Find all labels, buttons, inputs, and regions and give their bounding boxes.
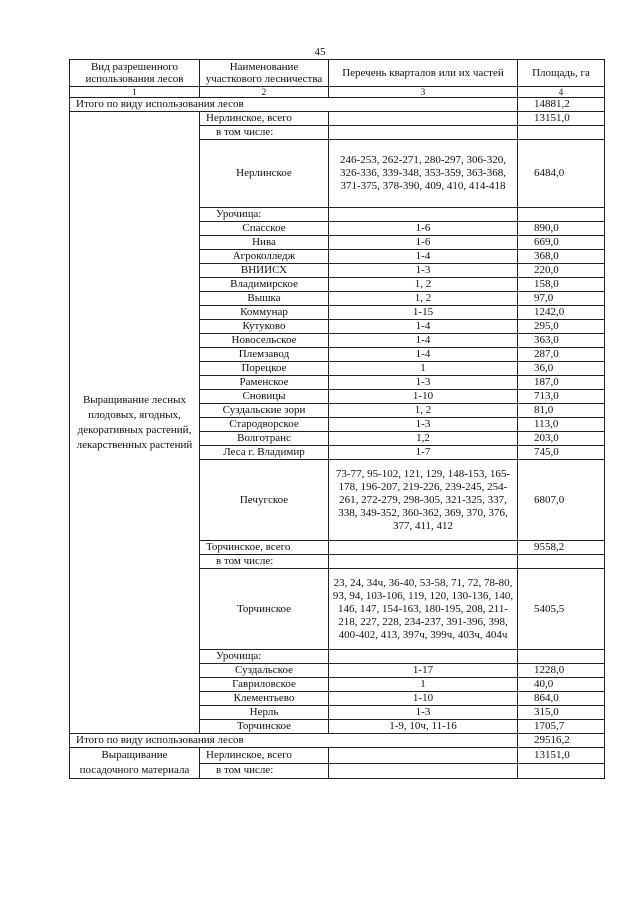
quarters-cell: 1-4 [329, 334, 518, 348]
quarters-cell: 73-77, 95-102, 121, 129, 148-153, 165-178, 196-207, 219-226, 239-245, 254-261, 272-279, 298-305, 321-325, 337, 338, 349-352, 360-362, 369, 370, 376, 377, 411, 412 [329, 460, 518, 541]
quarters-cell [329, 112, 518, 126]
forestry-name-cell: Стародворское [200, 418, 329, 432]
total-value: 29516,2 [518, 734, 605, 748]
quarters-cell: 1, 2 [329, 404, 518, 418]
quarters-cell: 1-17 [329, 664, 518, 678]
area-cell: 13151,0 [518, 748, 605, 764]
forestry-name-cell: Торчинское [200, 569, 329, 650]
forestry-name-cell: Агроколледж [200, 250, 329, 264]
area-cell: 368,0 [518, 250, 605, 264]
header-area: Площадь, га [518, 60, 605, 87]
area-cell [518, 126, 605, 140]
forestry-name-cell: Печугское [200, 460, 329, 541]
forestry-name-cell: Суздальские зори [200, 404, 329, 418]
table-row [70, 748, 605, 764]
forestry-name-cell: Суздальское [200, 664, 329, 678]
area-cell: 220,0 [518, 264, 605, 278]
table-row [70, 112, 605, 126]
area-cell: 13151,0 [518, 112, 605, 126]
total-label: Итого по виду использования лесов [70, 98, 518, 112]
quarters-cell [329, 541, 518, 555]
quarters-cell: 1-3 [329, 418, 518, 432]
area-cell: 97,0 [518, 292, 605, 306]
area-cell: 1705,7 [518, 720, 605, 734]
forestry-name-cell: Торчинское, всего [200, 541, 329, 555]
forestry-name-cell: Вышка [200, 292, 329, 306]
area-cell: 669,0 [518, 236, 605, 250]
area-cell: 1228,0 [518, 664, 605, 678]
forestry-name-cell: ВНИИСХ [200, 264, 329, 278]
forestry-name-cell: Волготранс [200, 432, 329, 446]
quarters-cell: 1-9, 10ч, 11-16 [329, 720, 518, 734]
quarters-cell: 1, 2 [329, 292, 518, 306]
forestry-name-cell: Владимирское [200, 278, 329, 292]
quarters-cell: 1,2 [329, 432, 518, 446]
header-row [70, 60, 605, 87]
quarters-cell [329, 555, 518, 569]
use-type-cell: Выращивание посадочного материала [70, 748, 200, 779]
quarters-cell [329, 748, 518, 764]
forestry-name-cell: в том числе: [200, 763, 329, 779]
forestry-name-cell: Нерлинское, всего [200, 112, 329, 126]
quarters-cell: 1-3 [329, 376, 518, 390]
area-cell: 287,0 [518, 348, 605, 362]
area-cell: 295,0 [518, 320, 605, 334]
quarters-cell [329, 650, 518, 664]
header-quarters: Перечень кварталов или их частей [329, 60, 518, 87]
area-cell: 6807,0 [518, 460, 605, 541]
area-cell: 1242,0 [518, 306, 605, 320]
area-cell: 113,0 [518, 418, 605, 432]
quarters-cell: 1-4 [329, 250, 518, 264]
quarters-cell: 1-10 [329, 390, 518, 404]
quarters-cell [329, 126, 518, 140]
forestry-name-cell: Племзавод [200, 348, 329, 362]
quarters-cell: 1-3 [329, 264, 518, 278]
area-cell: 713,0 [518, 390, 605, 404]
quarters-cell: 1-6 [329, 222, 518, 236]
area-cell: 40,0 [518, 678, 605, 692]
forestry-name-cell: Леса г. Владимир [200, 446, 329, 460]
area-cell: 81,0 [518, 404, 605, 418]
forestry-name-cell: Клементьево [200, 692, 329, 706]
total-label: Итого по виду использования лесов [70, 734, 518, 748]
quarters-cell: 1-7 [329, 446, 518, 460]
column-number: 4 [518, 87, 605, 98]
quarters-cell: 1-3 [329, 706, 518, 720]
column-number: 1 [70, 87, 200, 98]
column-number: 3 [329, 87, 518, 98]
area-cell: 187,0 [518, 376, 605, 390]
forestry-name-cell: Кутуково [200, 320, 329, 334]
forestry-name-cell: Нерлинское, всего [200, 748, 329, 764]
quarters-cell: 1-4 [329, 320, 518, 334]
forestry-name-cell: в том числе: [200, 555, 329, 569]
total-row [70, 98, 605, 112]
area-cell: 6484,0 [518, 140, 605, 208]
forestry-name-cell: Новосельское [200, 334, 329, 348]
forestry-name-cell: Нерль [200, 706, 329, 720]
area-cell: 363,0 [518, 334, 605, 348]
total-row [70, 734, 605, 748]
quarters-cell: 1-6 [329, 236, 518, 250]
quarters-cell: 23, 24, 34ч, 36-40, 53-58, 71, 72, 78-80, 93, 94, 103-106, 119, 120, 130-136, 140, 146, 147, 154-163, 180-195, 208, 211-218, 227, 228, 234-237, 391-396, 398, 400-402, 413, 397ч, 399ч, 403ч, 404ч [329, 569, 518, 650]
quarters-cell: 1-15 [329, 306, 518, 320]
column-number: 2 [200, 87, 329, 98]
quarters-cell [329, 208, 518, 222]
area-cell [518, 208, 605, 222]
area-cell: 158,0 [518, 278, 605, 292]
forestry-name-cell: Коммунар [200, 306, 329, 320]
area-cell: 203,0 [518, 432, 605, 446]
header-forestry-name: Наименование участкового лесничества [200, 60, 329, 87]
area-cell: 864,0 [518, 692, 605, 706]
quarters-cell: 1-4 [329, 348, 518, 362]
area-cell [518, 555, 605, 569]
forestry-name-cell: Гавриловское [200, 678, 329, 692]
quarters-cell: 1 [329, 678, 518, 692]
area-cell [518, 763, 605, 779]
quarters-cell: 1-10 [329, 692, 518, 706]
forestry-name-cell: Нива [200, 236, 329, 250]
quarters-cell [329, 763, 518, 779]
area-cell: 890,0 [518, 222, 605, 236]
area-cell: 315,0 [518, 706, 605, 720]
forestry-name-cell: Урочища: [200, 650, 329, 664]
forestry-name-cell: Урочища: [200, 208, 329, 222]
area-cell: 36,0 [518, 362, 605, 376]
total-value: 14881,2 [518, 98, 605, 112]
forestry-name-cell: Спасское [200, 222, 329, 236]
page-number: 45 [314, 46, 326, 58]
quarters-cell: 246-253, 262-271, 280-297, 306-320, 326-336, 339-348, 353-359, 363-368, 371-375, 378-390, 409, 410, 414-418 [329, 140, 518, 208]
forestry-name-cell: Сновицы [200, 390, 329, 404]
forestry-name-cell: Нерлинское [200, 140, 329, 208]
forestry-name-cell: Торчинское [200, 720, 329, 734]
forestry-name-cell: в том числе: [200, 126, 329, 140]
header-use-type: Вид разрешенного использования лесов [70, 60, 200, 87]
area-cell: 9558,2 [518, 541, 605, 555]
forestry-name-cell: Раменское [200, 376, 329, 390]
column-numbers-row [70, 87, 605, 98]
quarters-cell: 1 [329, 362, 518, 376]
area-cell: 745,0 [518, 446, 605, 460]
quarters-cell: 1, 2 [329, 278, 518, 292]
forest-use-table [69, 59, 605, 779]
area-cell: 5405,5 [518, 569, 605, 650]
area-cell [518, 650, 605, 664]
forestry-name-cell: Порецкое [200, 362, 329, 376]
use-type-cell: Выращивание лесных плодовых, ягодных, декоративных растений, лекарственных растений [70, 112, 200, 734]
